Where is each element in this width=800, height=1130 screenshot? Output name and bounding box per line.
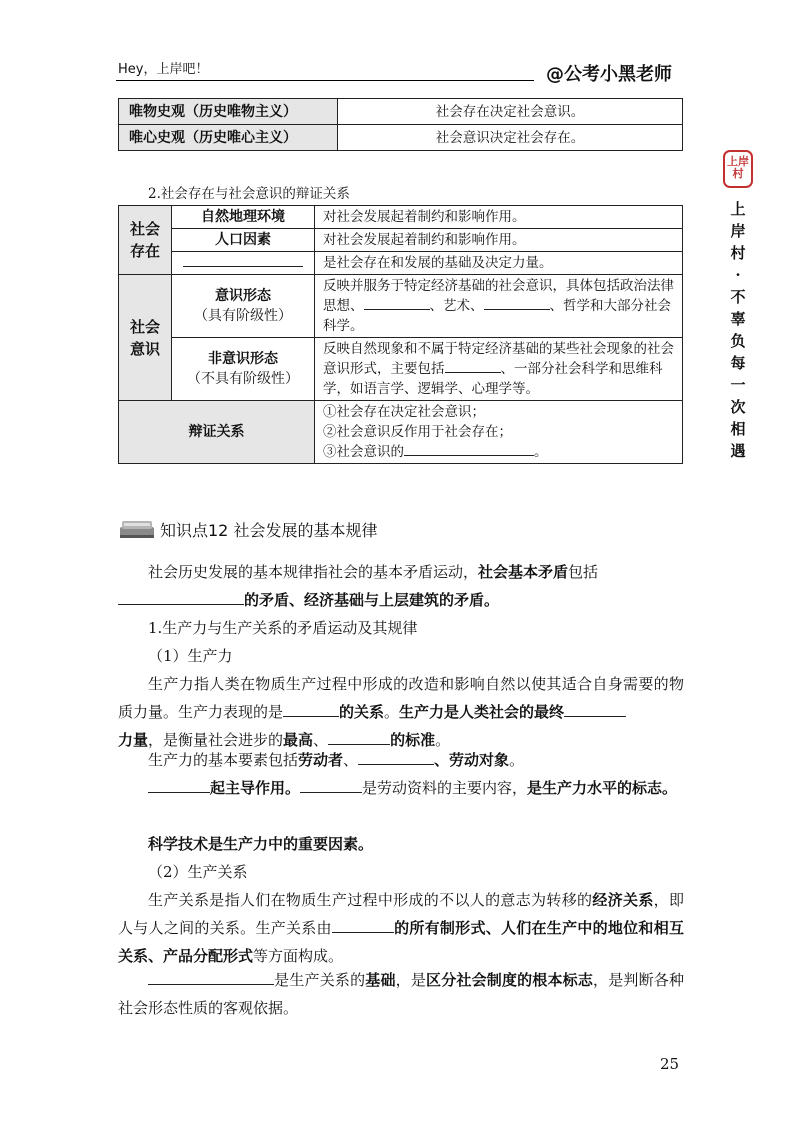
table-cell-desc: ①社会存在决定社会意识； ②社会意识反作用于社会存在； ③社会意识的 。 — [315, 401, 683, 464]
subsection-heading: （2）生产关系 — [148, 863, 248, 881]
table-cell-label: 唯心史观（历史唯心主义） — [119, 125, 338, 151]
table-cell-desc: 反映自然现象和不属于特定经济基础的某些社会现象的社会意识形式，主要包括 、一部分社会科学和思维科学，如语言学、逻辑学、心理学等。 — [315, 338, 683, 401]
table-cell-label: 唯物史观（历史唯物主义） — [119, 99, 338, 125]
fill-in-blank — [183, 254, 303, 267]
table-row — [119, 229, 683, 252]
table-cell-desc: 反映并服务于特定经济基础的社会意识，具体包括政治法律思想、 、艺术、 、哲学和大部分社会科学。 — [315, 275, 683, 338]
table-cell-value: 社会意识决定社会存在。 — [338, 125, 683, 151]
table-cell-item: 自然地理环境 — [172, 206, 315, 229]
table-cell-blank — [172, 252, 315, 275]
table-row — [119, 99, 683, 125]
ownership-paragraph: 是生产关系的基础，是区分社会制度的根本标志，是判断各种社会形态性质的客观依据。 — [118, 971, 684, 1017]
page-number: 25 — [660, 1055, 680, 1073]
table-cell-item: 非意识形态 （不具有阶级性） — [172, 338, 315, 401]
table-row — [119, 401, 683, 464]
book-icon — [118, 517, 158, 541]
seal-stamp: 上岸村 — [723, 150, 753, 188]
table-cell-item: 意识形态 （具有阶级性） — [172, 275, 315, 338]
group-label-consciousness: 社会意识 — [119, 275, 172, 401]
header-divider — [116, 80, 534, 81]
relations-paragraph: 生产关系是指人们在物质生产过程中形成的不以人的意志为转移的经济关系，即人与人之间的关系。生产关系由 的所有制形式、人们在生产中的地位和相互关系、产品分配形式等方面构成。 — [118, 891, 684, 965]
section-heading: 2.社会存在与社会意识的辩证关系 — [148, 186, 350, 202]
section-heading: 1.生产力与生产关系的矛盾运动及其规律 — [148, 619, 418, 637]
knowledge-point-title: 知识点12 社会发展的基本规律 — [160, 521, 378, 540]
science-paragraph: 科学技术是生产力中的重要因素。 — [148, 835, 374, 853]
table-row — [119, 252, 683, 275]
header-author: @公考小黑老师 — [546, 64, 672, 85]
table-cell-item: 人口因素 — [172, 229, 315, 252]
sidebar-slogan: 上岸村·不辜负每一次相遇 — [730, 200, 746, 460]
table-row — [119, 206, 683, 229]
existence-consciousness-table — [118, 205, 683, 464]
leading-role-paragraph: 起主导作用。 是劳动资料的主要内容，是生产力水平的标志。 — [118, 774, 684, 802]
table-cell-desc: 对社会发展起着制约和影响作用。 — [315, 229, 683, 252]
group-label-dialectic: 辩证关系 — [119, 401, 315, 464]
elements-paragraph: 生产力的基本要素包括劳动者、 、劳动对象。 — [148, 751, 525, 769]
table-cell-desc: 是社会存在和发展的基础及决定力量。 — [315, 252, 683, 275]
intro-paragraph: 社会历史发展的基本规律指社会的基本矛盾运动，社会基本矛盾包括 的矛盾、经济基础与上层建筑的矛盾。 — [118, 558, 684, 614]
table-cell-desc: 对社会发展起着制约和影响作用。 — [315, 206, 683, 229]
header-slogan: Hey，上岸吧！ — [118, 62, 209, 77]
productivity-paragraph: 生产力指人类在物质生产过程中形成的改造和影响自然以使其适合自身需要的物质力量。生产力表现的是 的关系。生产力是人类社会的最终 力量，是衡量社会进步的最高、 的标准。 — [118, 675, 684, 749]
table-row — [119, 275, 683, 338]
sidebar-brand — [718, 150, 758, 462]
subsection-heading: （1）生产力 — [148, 647, 233, 665]
group-label-existence: 社会存在 — [119, 206, 172, 275]
materialism-idealism-table — [118, 98, 683, 151]
table-row — [119, 338, 683, 401]
table-cell-value: 社会存在决定社会意识。 — [338, 99, 683, 125]
table-row — [119, 125, 683, 151]
